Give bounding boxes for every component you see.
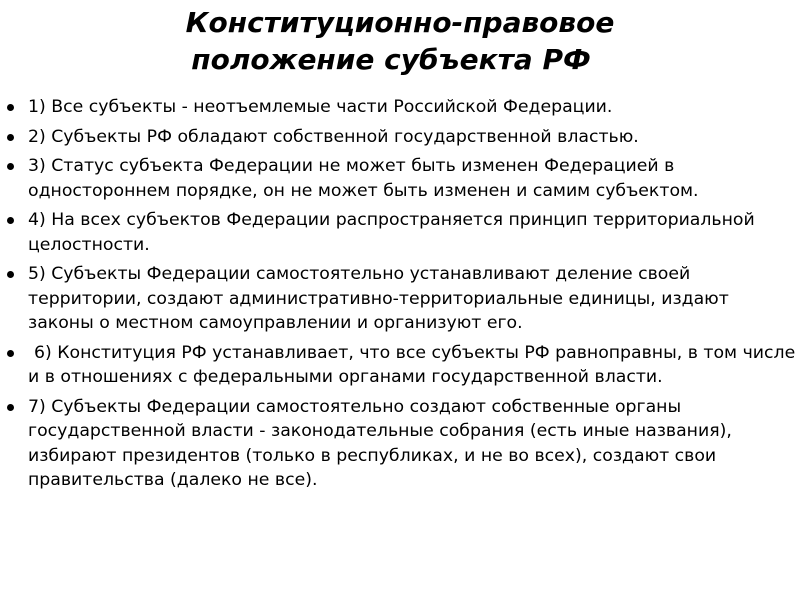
slide-title: [40, 4, 760, 78]
bullet-text-2: 2) Субъекты РФ обладают собственной государственной властью.: [28, 126, 639, 147]
bullet-item-1: [6, 95, 796, 120]
bullet-text-3: 3) Статус субъекта Федерации не может быть изменен Федерацией в одностороннем порядке, он не может быть изменен и самим субъектом.: [28, 156, 699, 201]
title-line-2: положение субъекта РФ: [191, 43, 591, 76]
bullet-text-5: 5) Субъекты Федерации самостоятельно устанавливают деление своей территории, создают административно-территориальные единицы, издают законы о местном самоуправлении и организуют его.: [28, 264, 729, 333]
title-line-1: Конституционно-правовое: [185, 6, 615, 39]
bullet-item-6: [6, 341, 796, 390]
bullet-item-4: [6, 208, 796, 257]
bullet-text-6: 6) Конституция РФ устанавливает, что все субъекты РФ равноправны, в том числе и в отношениях с федеральными органами государственной власти.: [28, 342, 796, 387]
bullet-item-2: [6, 125, 796, 150]
bullet-item-3: [6, 154, 796, 203]
bullet-text-4: 4) На всех субъектов Федерации распространяется принцип территориальной целостности.: [28, 210, 755, 255]
bullet-item-7: [6, 395, 796, 493]
bullet-item-5: [6, 262, 796, 336]
bullet-text-1: 1) Все субъекты - неотъемлемые части Российской Федерации.: [28, 97, 613, 117]
bullet-text-7: 7) Субъекты Федерации самостоятельно создают собственные органы государственной власти - законодательные собрания (есть иные названия), избирают президентов (только в республиках, и не во всех), создают свои правительства (далеко не все).: [28, 396, 732, 490]
bullet-list: [6, 95, 796, 498]
